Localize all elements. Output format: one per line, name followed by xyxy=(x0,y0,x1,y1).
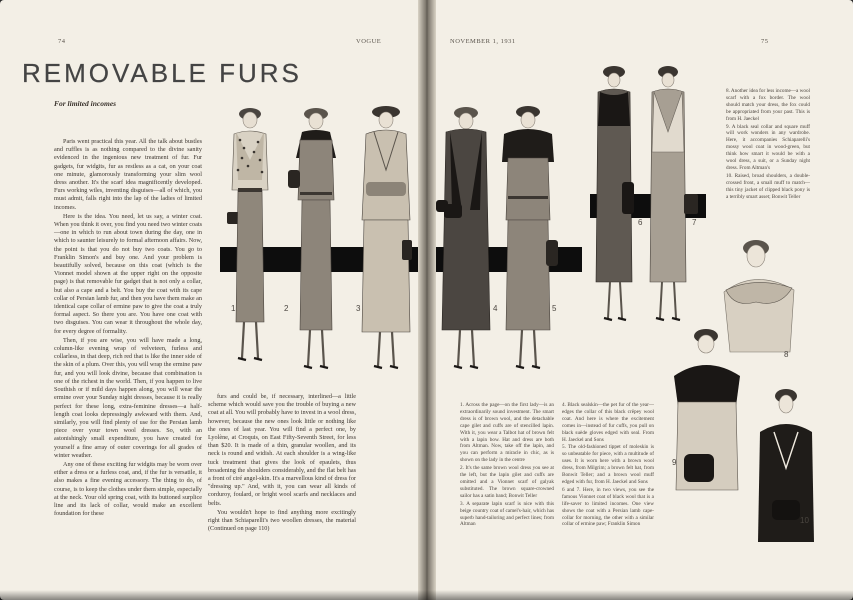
figure-number: 9 xyxy=(672,458,677,467)
caption: 3. A separate lapin scarf is nice with this beige country coat of camel's-hair, which has superb hand-tailoring and perfect lines; from Altman xyxy=(460,500,554,528)
article-subhead: For limited incomes xyxy=(54,99,117,108)
figure-number: 10 xyxy=(800,516,809,525)
figure-number: 4 xyxy=(493,304,498,313)
paragraph: Any one of these exciting fur widgits may be worn over either a dress or a furless coat, and, if the fur is versatile, it also makes a fine evening accessory. The thing to do, of course, is to keep the clothes under them simple, especially at the neck. Your old spring coat, with its buttoned surplice line and its lack of collar, would make an excellent foundation for these xyxy=(54,460,202,518)
figure-number: 3 xyxy=(356,304,361,313)
caption: 4. Black sealskin—the pet fur of the year—edges the collar of this black crêpey wool coat. And here is where the excitement comes in—instead of fur cuffs, you pull on black suède gloves edged with seal. From H. Jaeckel and Sons xyxy=(562,402,654,443)
fashion-figure-10 xyxy=(752,382,822,552)
book-gutter xyxy=(418,0,436,600)
figure-number: 6 xyxy=(638,218,643,227)
caption: 9. A black seal collar and square muff will work wonders in any wardrobe. Here, it accompanies Schiaparelli's mossy wool coat in wood-green, but think how smart it would be with a wool dress, a suit, or a Sunday night dress. From Altman's xyxy=(726,123,810,171)
paragraph: You wouldn't hope to find anything more excitingly right than Schiaparelli's two woollen dresses, the material (Continued on page 110) xyxy=(208,508,356,533)
fashion-figure-9 xyxy=(666,322,750,498)
paragraph: furs and could be, if necessary, interlined—a little scheme which would save you the trouble of buying a new coat at all. You will probably have to invest in a wool dress, however, because the new ones look little or nothing like the ones of last year. You will find a perfect one, by Lyolène, at Croquis, on East Fifty-Seventh Street, for less than $20. It is made of a thin, granular woollen, and its neck is round and widish. At each shoulder is a wing-like tuck treatment that gives the look of epaulets, thus broadening the shoulders considerably, and the flat belt has a front of ciré angel-skin. It's a marvellous kind of dress for "dressing up." And, with it, you can wear all kinds of corduroy, foulard, or bright wool scarfs and necklaces and belts. xyxy=(208,393,356,507)
right-page xyxy=(356,0,853,600)
caption: 5. The old-fashioned tippet of moleskin is so unbeatable for piece, with a multitude of uses. It is worn here with a brown wool dress, from Milgrim; a brown felt hat, from Bonwit Teller; and a brown wool muff edged with fur, from H. Jaeckel and Sons xyxy=(562,444,654,485)
figure-number: 1 xyxy=(231,304,236,313)
paragraph: Here is the idea. You need, let us say, a winter coat. When you think it over, you find you need two winter coats—one in which to run about town during the day, one in which to saunter leisurely to formal afternoon affairs. Now, the point is that you do not buy two coats. You go to Franklin Simon's and buy one. And your problem is beautifully solved, because on this coat (which is the Vionnet model shown at the upper right on the opposite page) is that removable fur gadget that is not only a collar, but also a cape and a belt. You buy the coat with its cape collar of Persian lamb fur, and then you have them make an identical cape collar of ermine paw to give the coat a truly formal aspect. So there you are. You have one coat with two disguises. You can wear it throughout the whole day, for every degree of formality. xyxy=(54,212,202,335)
figure-number: 7 xyxy=(692,218,697,227)
fashion-figure-6 xyxy=(588,62,638,332)
article-title: REMOVABLE FURS xyxy=(22,58,302,88)
fashion-figure-3 xyxy=(352,100,418,375)
figure-number: 5 xyxy=(552,304,557,313)
caption: 8. Another idea for less income—a wool scarf with a fox border. The wool should match your dress, the fox could be appropriated from your past. This is from H. Jaeckel xyxy=(726,88,810,122)
left-page xyxy=(0,0,424,600)
issue-date: NOVEMBER 1, 1931 xyxy=(450,38,516,45)
figure-number: 2 xyxy=(284,304,289,313)
caption: 1. Across the page—on the first lady—is an extraordinarily sound investment. The smart dress is of brown wool, and the detachable cape gilet and cuffs are of stencilled lapin. With it, you wear a Talbot hat of brown felt with a lapin bow. Hat and dress are both from Altman. Now, take off the lapin, and you can perform a miracle in chic, as is shown on the lady in the centre xyxy=(460,402,554,464)
fashion-figure-4 xyxy=(432,100,496,375)
caption: 10. Raised, broad shoulders, a double-crossed front, a small muff to match—this tiny jacket of clipped black pony is a terribly smart asset; Bonwit Teller xyxy=(726,172,810,200)
page-number-right: 75 xyxy=(761,38,769,45)
page-number-left: 74 xyxy=(58,38,66,45)
caption: 6 and 7. Here, in two views, you see the famous Vionnet coat of black wool that is a life-saver to limited incomes. One view shows the coat with a Persian lamb cape-collar for morning, the other with a similar collar of ermine paw; Franklin Simon xyxy=(562,486,654,528)
captions-column-1 xyxy=(460,402,554,529)
fashion-figure-5 xyxy=(494,100,560,375)
page-shadow xyxy=(0,590,853,600)
paragraph: Then, if you are wise, you will have made a long, column-like evening wrap of velveteen, furless and collarless, in that deep, rich red that is like the inner side of the skin of a plum. Over this, you will wrap the ermine paw fur, and you will look divine, because that combination is one of the richest in the world. Then, if you happen to live Southish or if mild days happen along, you will wear the ermine over your Sunday night dresses, because it is really perfect for these long, extra-feminine dresses—a half-length coat looks depressingly awkward with them. And, similarly, you will find plenty of use for the Persian lamb piece over your town wool dresses. So, with an astonishingly small expenditure, you have created for yourself a fine array of outer coverings for all grades of winter weather. xyxy=(54,336,202,459)
fashion-figure-2 xyxy=(284,100,348,375)
body-column-2 xyxy=(208,393,356,534)
captions-top-right xyxy=(726,88,810,202)
caption: 2. It's the same brown wool dress you see at the left, but the lapin gilet and cuffs are omitted and a Vionnet scarf of galyak substituted. The brown square-crowned sailor has a satin band; Bonwit Teller xyxy=(460,465,554,499)
figure-number: 8 xyxy=(784,350,789,359)
magazine-name: VOGUE xyxy=(356,38,382,45)
fashion-figure-1 xyxy=(218,100,276,370)
paragraph: Paris went practical this year. All the talk about bustles and ruffles is as nothing compared to the divine sanity evidenced in the ingenious new treatment of fur. Fur gadgets, fur widgits, fur as restless as a cat, on your coat one minute, glamorously transforming your slim wool dress another. It's the scarf idea magnificently developed. Furs working wiles, inventing disguises—all of which, you must admit, falls right into the lap of the ladies of limited incomes. xyxy=(54,138,202,211)
fashion-figure-7 xyxy=(640,62,700,332)
captions-column-2 xyxy=(562,402,654,529)
body-column-1 xyxy=(54,138,202,519)
